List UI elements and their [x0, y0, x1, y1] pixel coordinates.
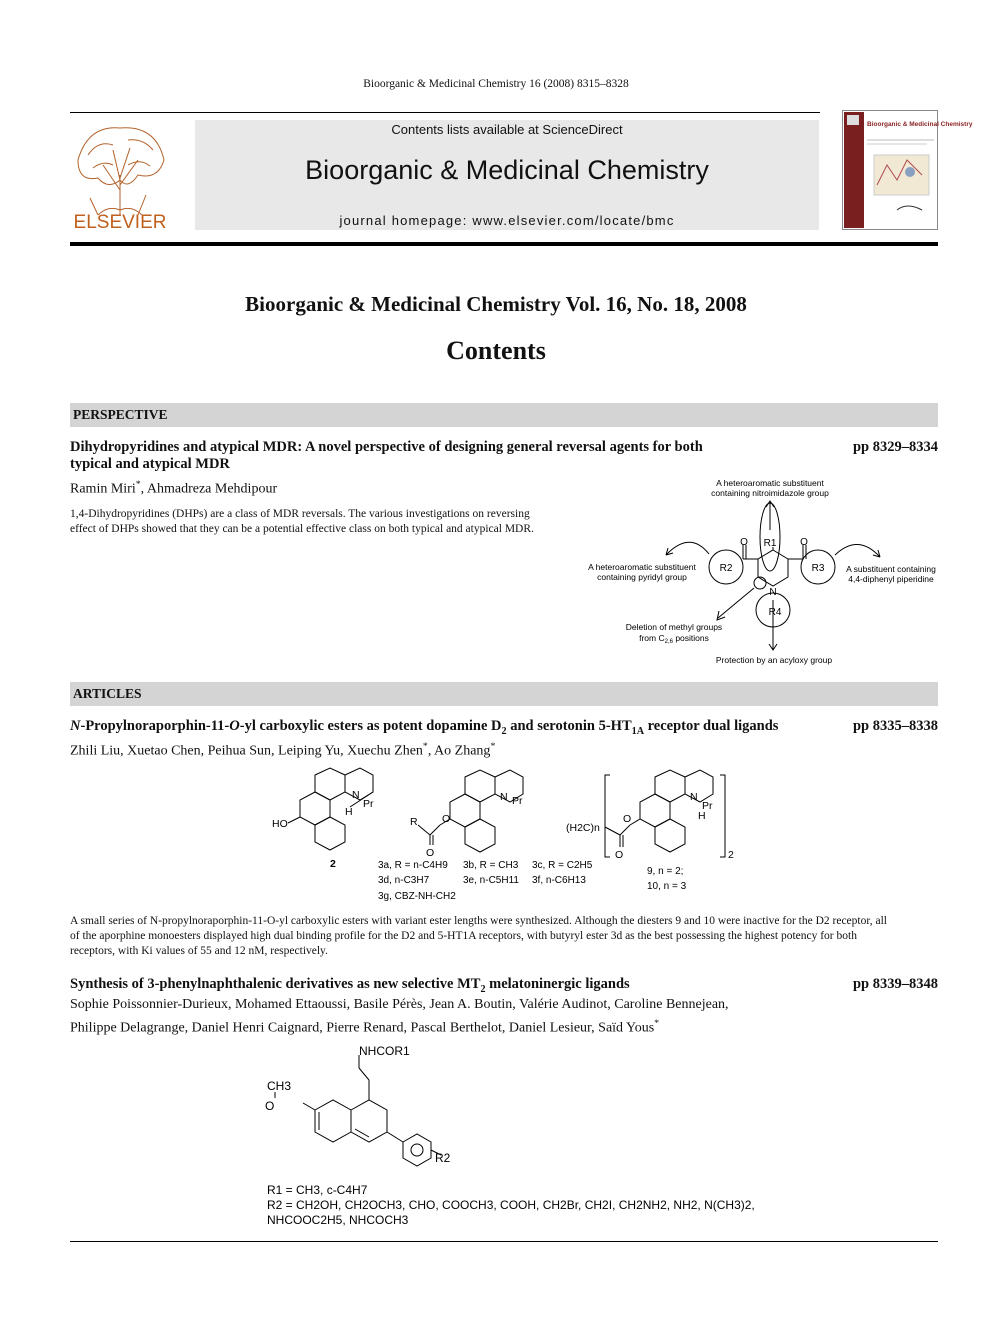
- chem-label: Pr: [702, 800, 713, 812]
- journal-homepage-link[interactable]: journal homepage: www.elsevier.com/locate/bmc: [339, 213, 675, 228]
- chem-label: Pr: [512, 795, 523, 807]
- bottom-rule: [70, 1241, 938, 1242]
- r4-label: R4: [768, 607, 782, 618]
- graphical-abstract-aporphine-scheme: [260, 765, 760, 910]
- article-title[interactable]: Synthesis of 3-phenylnaphthalenic derivatives as new selective $MT_2$ melatoninergic ligands: [70, 976, 630, 995]
- graphical-abstract-dhp-scheme: [580, 475, 950, 670]
- masthead-top-rule: [70, 112, 820, 113]
- title-fragment: -yl carboxylic esters as potent dopamine D: [239, 718, 502, 734]
- corresponding-author-mark: *: [490, 741, 496, 752]
- author-list: Zhili Liu, Xuetao Chen, Peihua Sun, Leiping Yu, Xuechu Zhen: [70, 743, 423, 759]
- chem-label: N: [690, 791, 698, 803]
- section-label-perspective: PERSPECTIVE: [73, 407, 168, 422]
- volume-title: Bioorganic & Medicinal Chemistry Vol. 16, No. 18, 2008: [245, 292, 747, 316]
- chem-label: N: [500, 791, 508, 803]
- chem-label: H: [345, 806, 353, 818]
- chem-label: 2: [728, 849, 734, 861]
- abstract-line: effect of DHPs showed that they can be a potential effective class on both typical and atypical MDR.: [70, 523, 534, 535]
- compound-list-item: 3c, R = C2H5: [532, 860, 593, 871]
- substituent-definition: NHCOOC2H5, NHCOCH3: [267, 1213, 409, 1227]
- contents-available-link[interactable]: Contents lists available at ScienceDirect: [391, 122, 623, 137]
- chem-label: HO: [272, 818, 288, 830]
- nitrogen-atom-label: N: [769, 587, 777, 598]
- masthead-thick-rule: [70, 242, 938, 246]
- article-pages[interactable]: pp 8339–8348: [852, 976, 938, 992]
- chem-label: NHCOR1: [359, 1044, 410, 1058]
- chem-label: R2: [435, 1151, 451, 1165]
- section-label-articles: ARTICLES: [73, 686, 142, 701]
- article-title[interactable]: N-Propylnoraporphin-11-O-yl carboxylic esters as potent dopamine $D_2$ and serotonin $5-HT_{1A}$ receptor dual ligands: [70, 718, 779, 737]
- scheme-label: from $C_{2,6}$ positions: [639, 633, 709, 645]
- chem-label: O: [615, 849, 624, 861]
- article-title-line: typical and atypical MDR: [70, 456, 230, 472]
- chem-label: (H2C)n: [566, 822, 600, 834]
- chem-label: O: [623, 813, 632, 825]
- article-title-line: Dihydropyridines and atypical MDR: A novel perspective of designing general reversal agents for both: [70, 439, 703, 455]
- title-fragment: receptor dual ligands: [644, 718, 779, 734]
- r1-label: R1: [763, 538, 777, 549]
- compound-list-item: 3a, R = n-C4H9: [378, 860, 448, 871]
- author-name: Ramin Miri: [70, 481, 136, 497]
- corresponding-author-mark: *: [654, 1017, 660, 1029]
- author-list-line: Sophie Poissonnier-Durieux, Mohamed Ettaoussi, Basile Pérès, Jean A. Boutin, Valérie Audinot, Caroline Bennejean,: [70, 997, 729, 1012]
- chem-label: H: [698, 810, 706, 822]
- chem-label: Pr: [363, 798, 374, 810]
- corresponding-author-mark: *: [135, 479, 141, 490]
- abstract-line: receptors, with Ki values of 55 and 12 nM, respectively.: [70, 945, 328, 957]
- oxygen-atom-label: O: [740, 537, 748, 548]
- article-abstract: [70, 914, 938, 959]
- chem-label: O: [265, 1099, 275, 1113]
- compound-list-item: 3b, R = CH3: [463, 860, 519, 871]
- r2-label: R2: [719, 563, 733, 574]
- article-authors: [70, 738, 495, 761]
- compound-list-item: 10, n = 3: [647, 881, 687, 892]
- title-fragment: and serotonin 5-HT: [506, 718, 632, 734]
- author-name: , Ahmadreza Mehdipour: [140, 481, 278, 497]
- compound-list-item: 3d, n-C3H7: [378, 875, 430, 886]
- article-title[interactable]: [70, 439, 770, 473]
- compound-number: 2: [330, 858, 336, 870]
- section-bar-articles: [70, 682, 938, 706]
- chem-label: O: [442, 813, 451, 825]
- abstract-line: A small series of N-propylnoraporphin-11-O-yl carboxylic esters with variant ester lengths were synthesized. Although the diesters 9 and 10 were inactive for the D2 receptor, all: [70, 915, 887, 927]
- compound-list-item: 9, n = 2;: [647, 866, 684, 877]
- running-head: Bioorganic & Medicinal Chemistry 16 (2008) 8315–8328: [363, 78, 629, 90]
- scheme-label: Protection by an acyloxy group: [715, 655, 833, 665]
- abstract-line: 1,4-Dihydropyridines (DHPs) are a class of MDR reversals. The various investigations on reversing: [70, 508, 530, 520]
- scheme-label: 4,4-diphenyl piperidine: [848, 574, 934, 584]
- scheme-label: containing nitroimidazole group: [711, 488, 829, 498]
- elsevier-tree-icon: [68, 120, 172, 232]
- article-authors: [70, 996, 729, 1038]
- scheme-label: containing pyridyl group: [597, 572, 687, 582]
- author-list-line: Philippe Delagrange, Daniel Henri Caignard, Pierre Renard, Pascal Berthelot, Daniel Lesieur, Saïd Yous*: [70, 1017, 660, 1036]
- title-fragment: N: [70, 718, 81, 734]
- graphical-abstract-naphthalene-scheme: [255, 1040, 765, 1230]
- corresponding-author-mark: *: [422, 741, 428, 752]
- elsevier-logo[interactable]: [68, 120, 172, 232]
- scheme-label: A substituent containing: [846, 564, 936, 574]
- page-title: Contents: [446, 336, 546, 365]
- author-list: , Ao Zhang: [427, 743, 491, 759]
- title-fragment: Synthesis of 3-phenylnaphthalenic derivatives as new selective MT: [70, 976, 481, 992]
- r3-label: R3: [811, 563, 825, 574]
- elsevier-wordmark: ELSEVIER: [73, 212, 167, 233]
- title-fragment: -Propylnoraporphin-11-: [80, 718, 230, 734]
- scheme-label: A heteroaromatic substituent: [716, 478, 824, 488]
- substituent-definition: R2 = CH2OH, CH2OCH3, CHO, COOCH3, COOH, CH2Br, CH2I, CH2NH2, NH2, N(CH3)2,: [267, 1198, 755, 1212]
- article-pages[interactable]: pp 8329–8334: [852, 439, 938, 455]
- chem-label: R: [410, 816, 418, 828]
- compound-list-item: 3g, CBZ-NH-CH2: [378, 891, 456, 902]
- journal-title: Bioorganic & Medicinal Chemistry: [305, 155, 709, 185]
- compound-list-item: 3e, n-C5H11: [463, 875, 519, 886]
- article-authors: [70, 476, 277, 499]
- section-bar-perspective: [70, 403, 938, 427]
- scheme-label: A heteroaromatic substituent: [588, 562, 696, 572]
- article-pages[interactable]: pp 8335–8338: [852, 718, 938, 734]
- journal-cover-thumbnail[interactable]: [842, 110, 973, 230]
- abstract-line: of the aporphine monoesters displayed high dual binding profile for the D2 and 5-HT1A receptors, with butyryl ester 3d as the best possessing the highest potency for both: [70, 930, 857, 942]
- scheme-label: Deletion of methyl groups: [625, 622, 723, 632]
- compound-list-item: 3f, n-C6H13: [532, 875, 586, 886]
- chem-label: O: [426, 847, 435, 859]
- title-fragment: O: [229, 718, 240, 734]
- oxygen-atom-label: O: [800, 537, 808, 548]
- chem-label: CH3: [267, 1079, 292, 1093]
- article-abstract: [70, 507, 560, 537]
- title-fragment: melatoninergic ligands: [485, 976, 630, 992]
- cover-title-text: Bioorganic & Medicinal Chemistry: [867, 121, 973, 128]
- substituent-definition: R1 = CH3, c-C4H7: [267, 1183, 368, 1197]
- chem-label: N: [352, 789, 360, 801]
